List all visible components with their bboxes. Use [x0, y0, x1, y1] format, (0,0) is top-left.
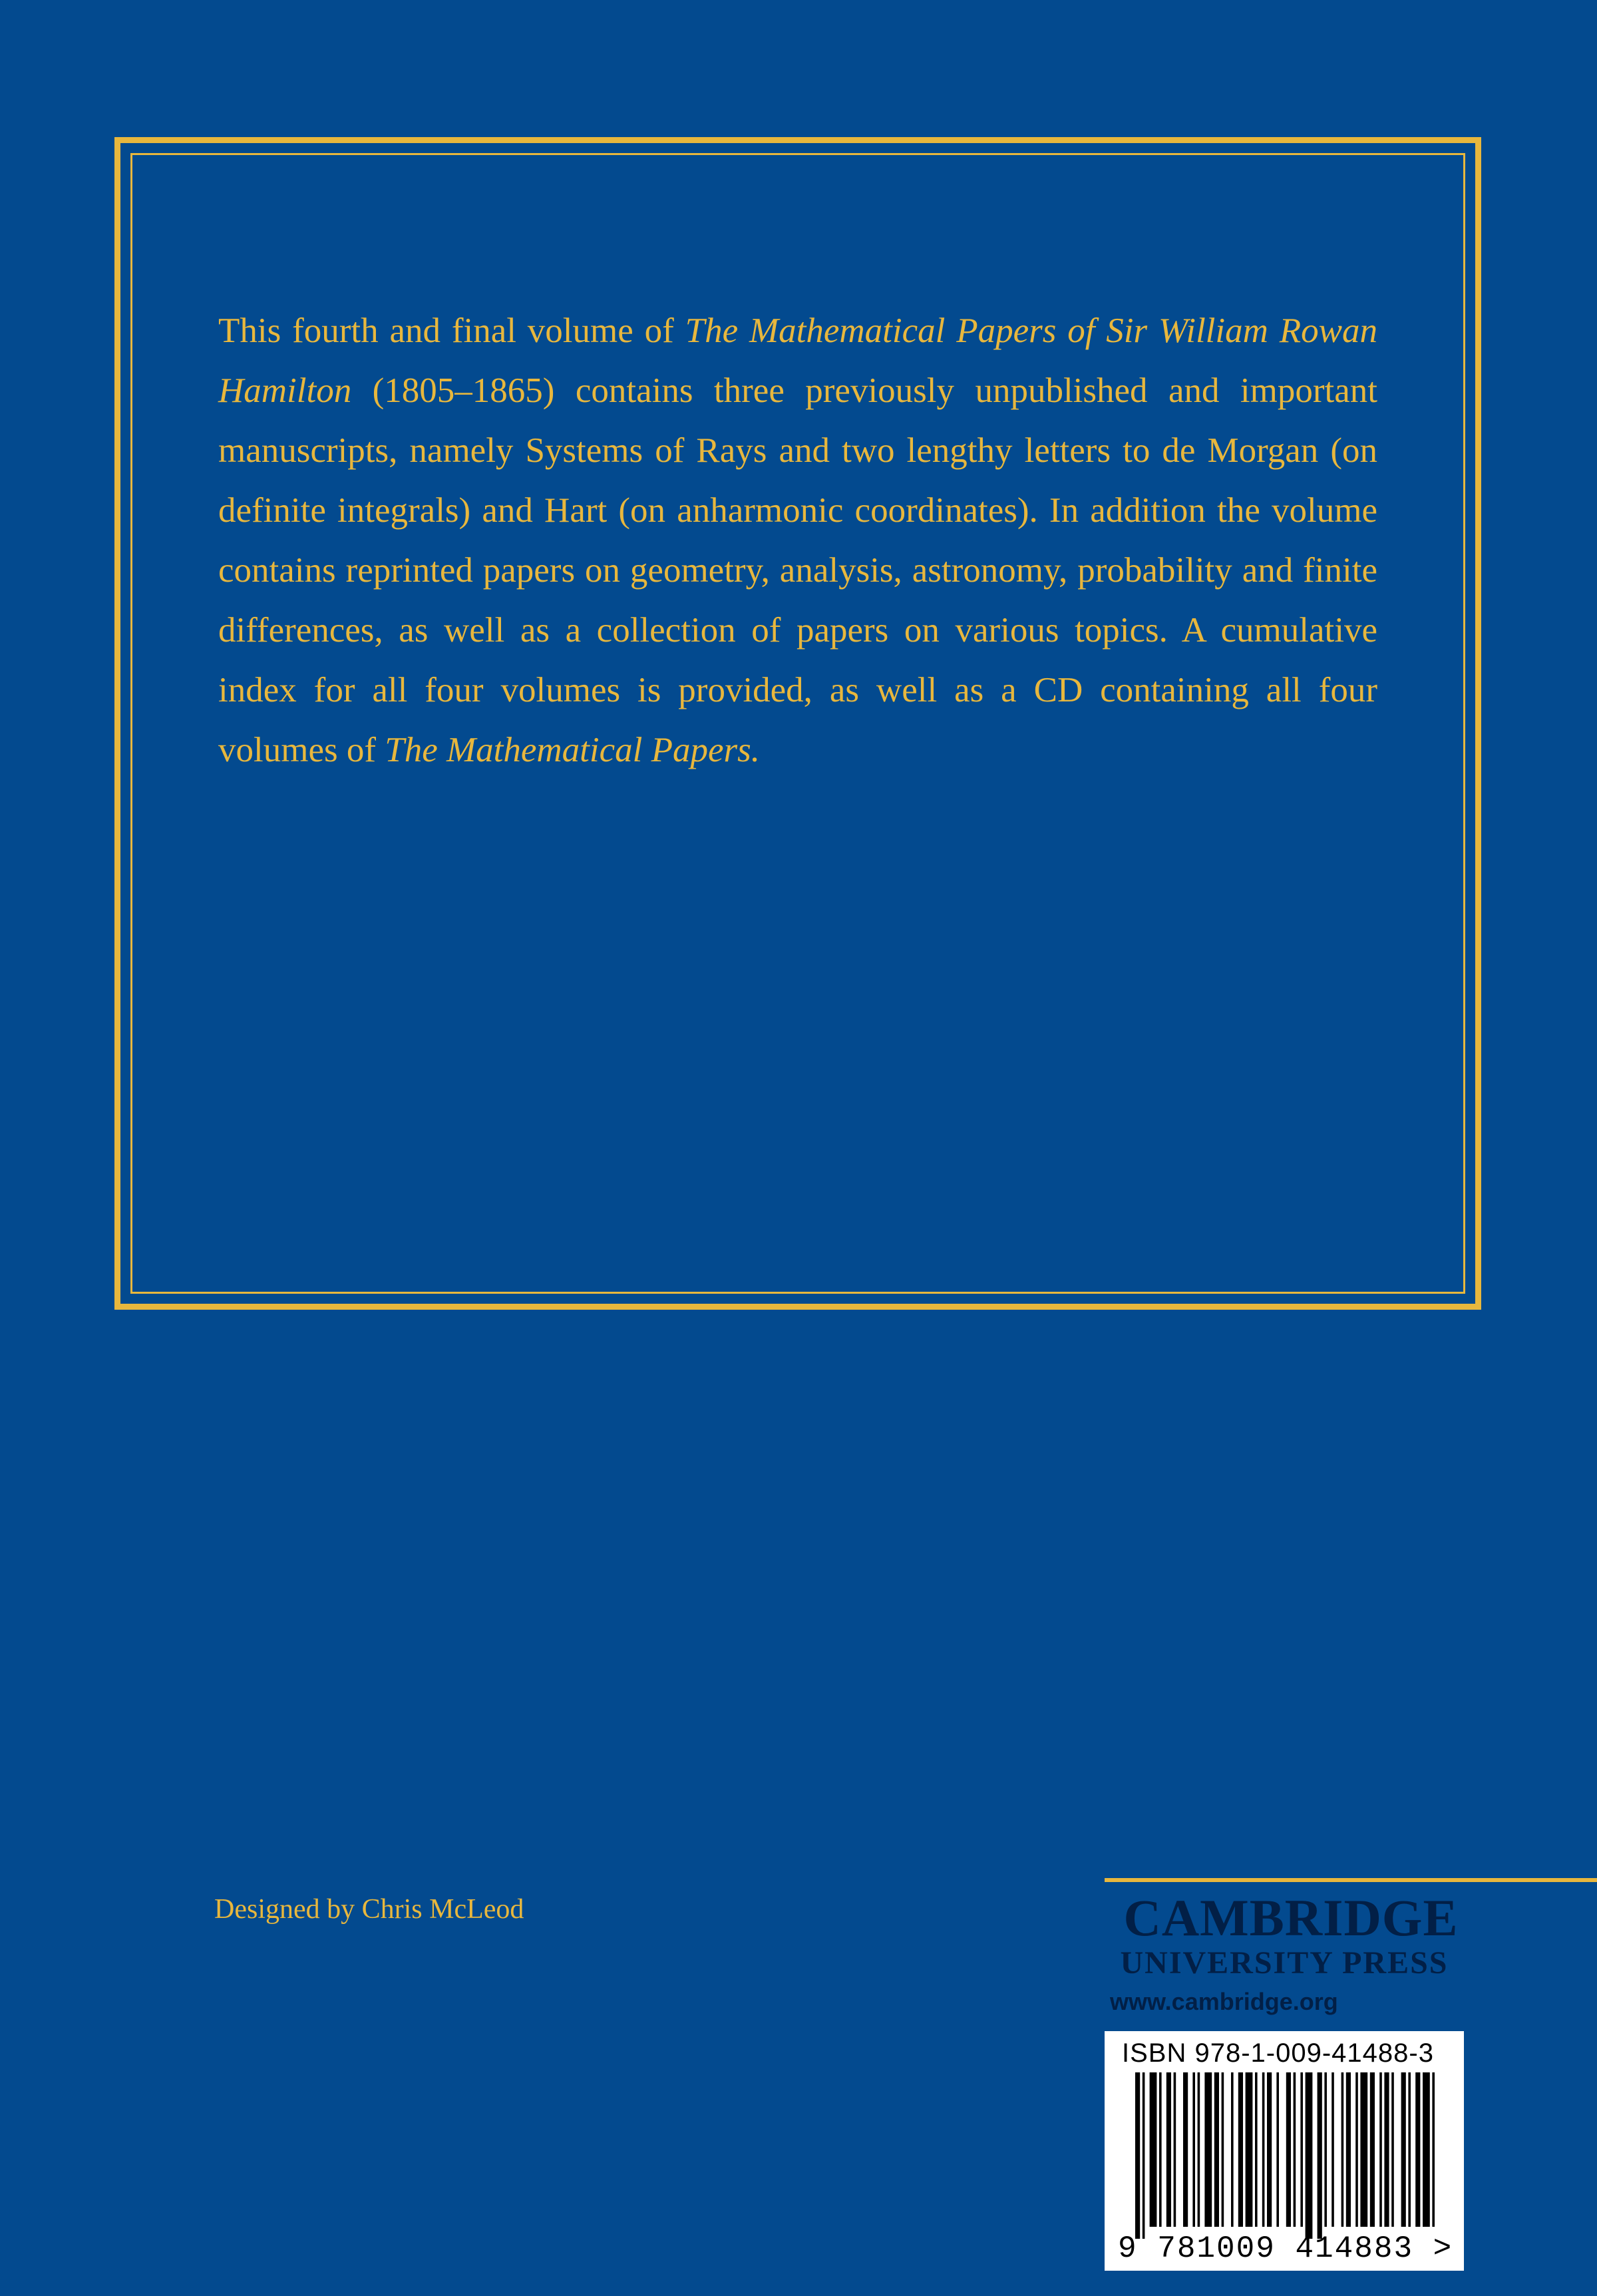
publisher-website: www.cambridge.org [1110, 1988, 1338, 2015]
barcode-bar [1204, 2072, 1212, 2227]
barcode-bar [1346, 2072, 1351, 2227]
barcode-bar [1408, 2072, 1411, 2227]
barcode-bar [1192, 2072, 1195, 2227]
barcode-bar [1306, 2072, 1313, 2239]
barcode-bar [1231, 2072, 1234, 2227]
barcode-bar [1324, 2072, 1327, 2227]
barcode-bar [1262, 2072, 1265, 2227]
barcode-bar [1135, 2072, 1140, 2239]
barcode-bar [1379, 2072, 1382, 2227]
blurb-papers-title: The Mathematical Papers. [385, 731, 761, 769]
barcode-bar [1432, 2072, 1435, 2227]
blurb-book-title: The Mathematical Papers of Sir William Rowan Hamilton [218, 311, 1377, 410]
barcode-bar [1391, 2072, 1394, 2227]
barcode-bar [1294, 2072, 1296, 2227]
barcode-bar [1341, 2072, 1344, 2227]
barcode-bar [1143, 2072, 1145, 2239]
publisher-rule [1105, 1878, 1597, 1882]
barcode-bar [1360, 2072, 1367, 2227]
blurb-part-3: (1805–1865) contains three previously unpublished and important manuscripts, namely Systems of Rays and two lengthy letters to de Morgan (on definite integrals) and Hart (on anharmonic coordinates). In addition the volume contains reprinted papers on geometry, analysis, astronomy, probability and finite differences, as well as a collection of papers on various topics. A cumulative index for all four volumes is provided, as well as a CD containing all four volumes of [218, 371, 1377, 769]
barcode-bar [1286, 2072, 1291, 2227]
barcode-bar [1318, 2072, 1322, 2239]
barcode-bar [1159, 2072, 1162, 2227]
barcode-bar [1166, 2072, 1171, 2227]
barcode-bar [1331, 2072, 1334, 2227]
barcode-bar [1415, 2072, 1420, 2227]
isbn-label: ISBN 978-1-009-41488-3 [1122, 2038, 1434, 2068]
barcode-bar [1300, 2072, 1303, 2227]
barcode-bar [1238, 2072, 1243, 2227]
barcode-bar [1183, 2072, 1188, 2227]
barcode-bar [1198, 2072, 1200, 2227]
blurb-part-1: This fourth and final volume of [218, 311, 685, 350]
blurb-text [218, 301, 1377, 780]
barcode-bar [1384, 2072, 1389, 2227]
barcode-bar [1401, 2072, 1406, 2227]
barcode-bar [1267, 2072, 1272, 2227]
barcode-bar [1174, 2072, 1176, 2227]
barcode-bar [1370, 2072, 1375, 2227]
publisher-logo-press: UNIVERSITY PRESS [1120, 1945, 1449, 1981]
barcode-digits: 9 781009 414883 > [1118, 2231, 1453, 2266]
barcode-bar [1214, 2072, 1219, 2227]
barcode-bar [1150, 2072, 1157, 2227]
barcode-bar [1246, 2072, 1253, 2227]
barcode-bar [1222, 2072, 1224, 2227]
designer-credit: Designed by Chris McLeod [214, 1894, 524, 1925]
barcode-bar [1276, 2072, 1279, 2227]
barcode-bar [1423, 2072, 1430, 2227]
barcode-bar [1355, 2072, 1358, 2227]
publisher-logo-name: CAMBRIDGE [1123, 1889, 1459, 1947]
barcode-bar [1255, 2072, 1258, 2227]
barcode-box [1105, 2031, 1464, 2271]
